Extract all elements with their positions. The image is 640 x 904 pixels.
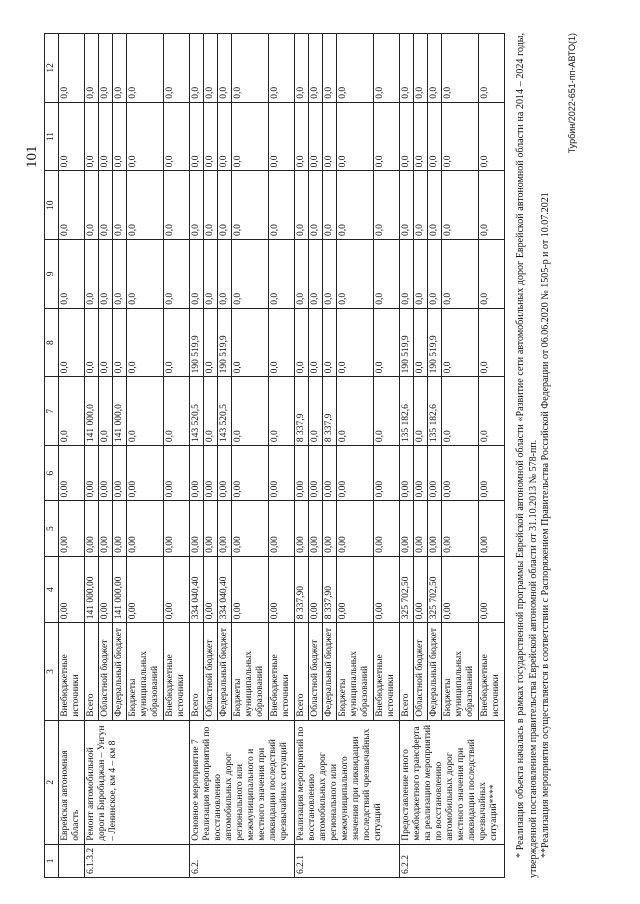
amount-value: 0,0 bbox=[295, 240, 309, 308]
amount-cell bbox=[295, 446, 400, 501]
amount-value: 8 337,9 bbox=[295, 377, 309, 445]
amount-value: 0,0 bbox=[204, 309, 218, 377]
amount-value: 0,0 bbox=[323, 103, 337, 171]
amount-value: 0,00 bbox=[414, 557, 428, 622]
amount-cell bbox=[400, 556, 505, 622]
amount-value: 0,0 bbox=[127, 103, 164, 171]
amount-value: 0,00 bbox=[375, 536, 385, 553]
amount-value: 8 337,90 bbox=[323, 557, 337, 622]
amount-value: 0,0 bbox=[113, 103, 127, 171]
amount-value: 0,00 bbox=[127, 446, 164, 500]
amount-value: 0,0 bbox=[337, 171, 374, 239]
amount-value: 0,0 bbox=[375, 292, 385, 305]
amount-value: 0,0 bbox=[218, 34, 232, 102]
funding-source-label: Федеральный бюджет bbox=[218, 623, 232, 719]
amount-value: 0,0 bbox=[232, 34, 269, 102]
amount-value: 0,0 bbox=[270, 224, 280, 237]
column-header: 12 bbox=[45, 34, 59, 103]
amount-value: 0,00 bbox=[337, 446, 374, 500]
column-header: 7 bbox=[45, 377, 59, 446]
amount-value: 0,00 bbox=[337, 557, 374, 622]
amount-value: 0,00 bbox=[127, 557, 164, 622]
amount-value: 0,0 bbox=[165, 292, 175, 305]
amount-value: 0,0 bbox=[375, 224, 385, 237]
column-header: 3 bbox=[45, 623, 59, 720]
amount-value: 0,00 bbox=[232, 501, 269, 555]
amount-value: 0,00 bbox=[375, 480, 385, 498]
amount-value: 0,0 bbox=[113, 34, 127, 102]
amount-value: 0,00 bbox=[60, 536, 70, 553]
amount-value: 0,0 bbox=[85, 103, 99, 171]
amount-cell bbox=[400, 171, 505, 240]
funding-source-label: Внебюджетные источники bbox=[165, 654, 186, 717]
amount-value: 0,00 bbox=[400, 446, 414, 500]
amount-value: 0,0 bbox=[428, 171, 442, 239]
amount-cell bbox=[190, 240, 295, 309]
amount-value: 0,0 bbox=[309, 309, 323, 377]
funding-source-label: Всего bbox=[190, 623, 204, 719]
amount-cell bbox=[190, 34, 295, 103]
amount-value: 0,00 bbox=[375, 602, 385, 620]
amount-cell bbox=[190, 102, 295, 171]
funding-source-label: Внебюджетные источники bbox=[60, 654, 81, 717]
amount-value: 0,0 bbox=[113, 309, 127, 377]
amount-value: 0,0 bbox=[127, 240, 164, 308]
amount-value: 0,0 bbox=[337, 34, 374, 102]
amount-value: 0,0 bbox=[232, 240, 269, 308]
amount-value: 0,00 bbox=[218, 501, 232, 555]
amount-value: 0,00 bbox=[309, 501, 323, 555]
amount-cell bbox=[59, 308, 85, 377]
amount-value: 8 337,9 bbox=[323, 377, 337, 445]
funding-sources bbox=[59, 623, 85, 720]
amount-value: 0,0 bbox=[127, 34, 164, 102]
item-number: 6.2.1 bbox=[295, 844, 400, 877]
amount-cell bbox=[59, 446, 85, 501]
column-header: 1 bbox=[45, 844, 59, 877]
amount-value: 0,0 bbox=[375, 361, 385, 374]
amount-value: 0,0 bbox=[270, 361, 280, 374]
item-name: Реализация мероприятий по восстановлению автомобильных дорог регионального или межмуниципального значения при ликвидации последствий чрезвычайных ситуаций bbox=[295, 720, 400, 844]
amount-cell bbox=[400, 240, 505, 309]
amount-cell bbox=[85, 171, 190, 240]
amount-value: 0,0 bbox=[270, 155, 280, 168]
amount-value: 143 520,5 bbox=[190, 377, 204, 445]
amount-value: 0,0 bbox=[85, 309, 99, 377]
amount-value: 0,0 bbox=[232, 171, 269, 239]
amount-value: 0,00 bbox=[323, 501, 337, 555]
amount-value: 0,00 bbox=[165, 536, 175, 553]
amount-value: 0,00 bbox=[85, 501, 99, 555]
amount-value: 0,0 bbox=[218, 240, 232, 308]
amount-cell bbox=[190, 377, 295, 446]
amount-value: 325 702,50 bbox=[400, 557, 414, 622]
amount-value: 0,0 bbox=[480, 224, 490, 237]
amount-value: 0,0 bbox=[414, 103, 428, 171]
funding-source-label: Всего bbox=[85, 623, 99, 719]
amount-value: 0,00 bbox=[309, 557, 323, 622]
amount-value: 0,0 bbox=[165, 86, 175, 99]
footnote-2: **Реализация мероприятия осуществляется в соответствии с Распоряжением Правительства Российской Федерации от 06.06.2020 № 1505-р и от 10.07.2021 bbox=[540, 192, 551, 858]
amount-value: 0,0 bbox=[218, 171, 232, 239]
amount-value: 0,0 bbox=[428, 34, 442, 102]
amount-value: 0,0 bbox=[400, 171, 414, 239]
amount-value: 0,0 bbox=[337, 309, 374, 377]
amount-value: 0,0 bbox=[414, 377, 428, 445]
footnotes bbox=[515, 33, 553, 878]
column-header: 9 bbox=[45, 240, 59, 309]
column-header: 6 bbox=[45, 446, 59, 501]
amount-value: 0,00 bbox=[204, 557, 218, 622]
column-header: 8 bbox=[45, 308, 59, 377]
funding-source-label: Областной бюджет bbox=[204, 623, 218, 719]
amount-value: 0,0 bbox=[85, 171, 99, 239]
amount-value: 135 182,6 bbox=[428, 377, 442, 445]
amount-value: 0,00 bbox=[442, 501, 479, 555]
amount-value: 0,00 bbox=[232, 557, 269, 622]
amount-value: 0,0 bbox=[480, 361, 490, 374]
funding-source-label: Внебюджетные источники bbox=[375, 654, 396, 717]
amount-value: 0,0 bbox=[127, 377, 164, 445]
funding-source-label: Всего bbox=[400, 623, 414, 719]
amount-cell bbox=[190, 501, 295, 556]
item-name: Предоставление иного межбюджетного трансферта на реализацию мероприятий по восстановлению автомобильных дорог местного значения при ликвидации последствий чрезвычайных ситуаций**** bbox=[400, 720, 505, 844]
item-name: Основное мероприятие 7 Реализация мероприятий по восстановлению автомобильных дорог регионального или межмуниципального и местного значения при ликвидации последствий чрезвычайных ситуаций bbox=[190, 720, 295, 844]
amount-value: 0,0 bbox=[442, 377, 479, 445]
amount-value: 0,0 bbox=[414, 171, 428, 239]
item-name: Еврейская автономная область bbox=[59, 720, 85, 844]
amount-value: 0,0 bbox=[323, 309, 337, 377]
amount-value: 0,0 bbox=[414, 34, 428, 102]
amount-value: 8 337,90 bbox=[295, 557, 309, 622]
table-row bbox=[59, 34, 85, 878]
amount-value: 0,0 bbox=[400, 34, 414, 102]
amount-value: 0,0 bbox=[309, 103, 323, 171]
amount-value: 0,0 bbox=[190, 240, 204, 308]
column-header: 11 bbox=[45, 102, 59, 171]
amount-value: 0,0 bbox=[232, 103, 269, 171]
amount-value: 190 519,9 bbox=[428, 309, 442, 377]
amount-value: 0,0 bbox=[270, 86, 280, 99]
funding-source-label: Бюджеты муниципальных образований bbox=[337, 623, 374, 719]
amount-value: 0,0 bbox=[414, 240, 428, 308]
amount-value: 334 040,40 bbox=[218, 557, 232, 622]
amount-value: 0,0 bbox=[85, 240, 99, 308]
amount-value: 0,0 bbox=[204, 377, 218, 445]
amount-cell bbox=[190, 556, 295, 622]
funding-source-label: Всего bbox=[295, 623, 309, 719]
amount-value: 135 182,6 bbox=[400, 377, 414, 445]
amount-cell bbox=[85, 556, 190, 622]
amount-value: 0,0 bbox=[375, 430, 385, 443]
amount-value: 0,0 bbox=[127, 309, 164, 377]
header-row bbox=[45, 34, 59, 878]
amount-value: 0,00 bbox=[270, 536, 280, 553]
amount-value: 0,0 bbox=[428, 240, 442, 308]
amount-value: 0,0 bbox=[414, 309, 428, 377]
amount-value: 0,00 bbox=[60, 602, 70, 620]
amount-value: 0,0 bbox=[60, 292, 70, 305]
amount-cell bbox=[85, 377, 190, 446]
column-header: 4 bbox=[45, 556, 59, 622]
amount-value: 0,00 bbox=[99, 446, 113, 500]
amount-value: 0,0 bbox=[375, 155, 385, 168]
amount-value: 0,0 bbox=[232, 309, 269, 377]
amount-value: 141 000,0 bbox=[113, 377, 127, 445]
amount-value: 0,00 bbox=[204, 446, 218, 500]
amount-value: 0,00 bbox=[295, 446, 309, 500]
amount-cell bbox=[295, 308, 400, 377]
amount-value: 0,0 bbox=[218, 103, 232, 171]
amount-value: 0,00 bbox=[414, 501, 428, 555]
amount-cell bbox=[295, 377, 400, 446]
amount-value: 0,0 bbox=[165, 361, 175, 374]
amount-value: 0,0 bbox=[428, 103, 442, 171]
amount-value: 0,00 bbox=[165, 480, 175, 498]
amount-cell bbox=[59, 240, 85, 309]
amount-value: 0,0 bbox=[113, 171, 127, 239]
amount-cell bbox=[59, 501, 85, 556]
amount-cell bbox=[59, 34, 85, 103]
amount-cell bbox=[295, 240, 400, 309]
amount-value: 0,00 bbox=[480, 536, 490, 553]
amount-value: 141 000,00 bbox=[113, 557, 127, 622]
item-number: 6.1.3.2 bbox=[85, 844, 190, 877]
amount-value: 0,00 bbox=[442, 446, 479, 500]
amount-value: 0,00 bbox=[428, 446, 442, 500]
funding-source-label: Внебюджетные источники bbox=[270, 654, 291, 717]
amount-value: 0,0 bbox=[232, 377, 269, 445]
amount-value: 0,0 bbox=[190, 34, 204, 102]
amount-cell bbox=[59, 556, 85, 622]
amount-value: 0,0 bbox=[204, 240, 218, 308]
amount-value: 325 702,50 bbox=[428, 557, 442, 622]
amount-value: 0,0 bbox=[295, 103, 309, 171]
amount-value: 0,0 bbox=[60, 361, 70, 374]
amount-value: 0,0 bbox=[480, 86, 490, 99]
amount-value: 0,0 bbox=[270, 292, 280, 305]
amount-cell bbox=[85, 308, 190, 377]
funding-source-label: Областной бюджет bbox=[99, 623, 113, 719]
amount-value: 0,0 bbox=[60, 86, 70, 99]
amount-value: 0,00 bbox=[113, 446, 127, 500]
amount-cell bbox=[59, 171, 85, 240]
amount-cell bbox=[85, 446, 190, 501]
amount-value: 0,0 bbox=[309, 240, 323, 308]
amount-value: 0,0 bbox=[85, 34, 99, 102]
amount-value: 0,0 bbox=[99, 103, 113, 171]
amount-value: 0,00 bbox=[309, 446, 323, 500]
amount-value: 141 000,00 bbox=[85, 557, 99, 622]
amount-value: 0,0 bbox=[337, 240, 374, 308]
amount-value: 0,0 bbox=[295, 171, 309, 239]
funding-source-label: Федеральный бюджет bbox=[113, 623, 127, 719]
document-code: Турбин/2022-651-пп-АВТО(1) bbox=[566, 33, 577, 154]
table-row bbox=[85, 34, 190, 878]
amount-cell bbox=[190, 446, 295, 501]
funding-source-label: Федеральный бюджет bbox=[428, 623, 442, 719]
amount-value: 0,0 bbox=[204, 103, 218, 171]
amount-value: 0,00 bbox=[480, 602, 490, 620]
amount-cell bbox=[400, 377, 505, 446]
amount-value: 0,0 bbox=[99, 240, 113, 308]
funding-source-label: Областной бюджет bbox=[309, 623, 323, 719]
amount-value: 334 040,40 bbox=[190, 557, 204, 622]
amount-value: 0,00 bbox=[127, 501, 164, 555]
amount-value: 0,0 bbox=[309, 171, 323, 239]
amount-value: 0,0 bbox=[99, 309, 113, 377]
amount-cell bbox=[400, 34, 505, 103]
amount-value: 0,00 bbox=[99, 501, 113, 555]
column-header: 10 bbox=[45, 171, 59, 240]
item-number bbox=[59, 844, 85, 877]
funding-sources bbox=[190, 623, 295, 720]
amount-value: 190 519,9 bbox=[190, 309, 204, 377]
column-header: 5 bbox=[45, 501, 59, 556]
amount-cell bbox=[400, 102, 505, 171]
amount-value: 190 519,9 bbox=[400, 309, 414, 377]
amount-value: 0,0 bbox=[400, 240, 414, 308]
column-header: 2 bbox=[45, 720, 59, 844]
amount-cell bbox=[400, 446, 505, 501]
amount-value: 0,00 bbox=[337, 501, 374, 555]
amount-value: 0,00 bbox=[60, 480, 70, 498]
amount-value: 0,0 bbox=[60, 224, 70, 237]
amount-cell bbox=[59, 377, 85, 446]
amount-value: 0,0 bbox=[190, 171, 204, 239]
amount-cell bbox=[85, 102, 190, 171]
amount-value: 0,0 bbox=[480, 292, 490, 305]
item-number: 6.2. bbox=[190, 844, 295, 877]
amount-value: 0,00 bbox=[165, 602, 175, 620]
amount-value: 0,0 bbox=[442, 240, 479, 308]
amount-value: 0,00 bbox=[400, 501, 414, 555]
amount-value: 0,0 bbox=[480, 430, 490, 443]
amount-cell bbox=[295, 34, 400, 103]
amount-value: 0,00 bbox=[428, 501, 442, 555]
amount-value: 0,0 bbox=[442, 171, 479, 239]
item-number: 6.2.2 bbox=[400, 844, 505, 877]
amount-value: 0,0 bbox=[337, 377, 374, 445]
amount-value: 0,0 bbox=[60, 155, 70, 168]
amount-cell bbox=[295, 102, 400, 171]
funding-source-label: Федеральный бюджет bbox=[323, 623, 337, 719]
amount-cell bbox=[295, 501, 400, 556]
funding-sources bbox=[400, 623, 505, 720]
amount-cell bbox=[400, 308, 505, 377]
item-name: Ремонт автомобильной дороги Биробиджан – Унгун – Ленинское, км 4 – км 8 bbox=[85, 720, 190, 844]
table-row bbox=[400, 34, 505, 878]
amount-cell bbox=[85, 501, 190, 556]
amount-value: 0,00 bbox=[218, 446, 232, 500]
funding-source-label: Областной бюджет bbox=[414, 623, 428, 719]
amount-value: 0,00 bbox=[113, 501, 127, 555]
amount-value: 0,00 bbox=[270, 480, 280, 498]
amount-cell bbox=[85, 240, 190, 309]
funding-sources bbox=[295, 623, 400, 720]
amount-value: 0,0 bbox=[309, 34, 323, 102]
amount-cell bbox=[85, 34, 190, 103]
amount-cell bbox=[400, 501, 505, 556]
amount-value: 0,00 bbox=[190, 446, 204, 500]
amount-value: 0,00 bbox=[204, 501, 218, 555]
financing-table bbox=[44, 33, 505, 878]
amount-value: 0,0 bbox=[480, 155, 490, 168]
amount-value: 0,0 bbox=[60, 430, 70, 443]
amount-value: 0,0 bbox=[190, 103, 204, 171]
amount-value: 0,0 bbox=[323, 240, 337, 308]
amount-value: 0,0 bbox=[309, 377, 323, 445]
amount-value: 0,0 bbox=[442, 103, 479, 171]
amount-value: 0,00 bbox=[190, 501, 204, 555]
amount-value: 0,0 bbox=[165, 155, 175, 168]
amount-value: 0,0 bbox=[99, 34, 113, 102]
amount-value: 141 000,0 bbox=[85, 377, 99, 445]
amount-cell bbox=[59, 102, 85, 171]
amount-value: 0,00 bbox=[232, 446, 269, 500]
funding-source-label: Бюджеты муниципальных образований bbox=[127, 623, 164, 719]
amount-value: 0,0 bbox=[270, 430, 280, 443]
amount-cell bbox=[295, 171, 400, 240]
amount-cell bbox=[295, 556, 400, 622]
page-number: 101 bbox=[24, 145, 40, 168]
amount-value: 0,0 bbox=[323, 171, 337, 239]
amount-value: 0,0 bbox=[113, 240, 127, 308]
footnote-1: * Реализация объекта началась в рамках государственной программы Еврейской автономной области «Развитие сети автомобильных дорог Еврейской автономной области на 2014 – 2024 годы, утвержденной постановлением правительства Еврейской автономной области от 31.10.2013 № 578-пп. bbox=[515, 33, 539, 878]
amount-value: 0,0 bbox=[375, 86, 385, 99]
amount-value: 0,00 bbox=[270, 602, 280, 620]
amount-value: 0,0 bbox=[204, 34, 218, 102]
funding-source-label: Бюджеты муниципальных образований bbox=[442, 623, 479, 719]
amount-value: 0,00 bbox=[99, 557, 113, 622]
amount-value: 0,00 bbox=[414, 446, 428, 500]
amount-value: 143 520,5 bbox=[218, 377, 232, 445]
amount-value: 0,0 bbox=[165, 430, 175, 443]
amount-value: 0,00 bbox=[295, 501, 309, 555]
amount-value: 0,0 bbox=[442, 34, 479, 102]
amount-value: 0,0 bbox=[400, 103, 414, 171]
amount-value: 0,0 bbox=[204, 171, 218, 239]
amount-value: 0,0 bbox=[127, 171, 164, 239]
amount-value: 0,0 bbox=[99, 171, 113, 239]
amount-cell bbox=[190, 308, 295, 377]
amount-value: 0,00 bbox=[323, 446, 337, 500]
amount-value: 0,0 bbox=[295, 34, 309, 102]
amount-value: 190 519,9 bbox=[218, 309, 232, 377]
funding-source-label: Бюджеты муниципальных образований bbox=[232, 623, 269, 719]
amount-value: 0,00 bbox=[85, 446, 99, 500]
amount-value: 0,0 bbox=[442, 309, 479, 377]
funding-sources bbox=[85, 623, 190, 720]
amount-value: 0,0 bbox=[165, 224, 175, 237]
table-row bbox=[295, 34, 400, 878]
amount-value: 0,00 bbox=[442, 557, 479, 622]
amount-value: 0,0 bbox=[295, 309, 309, 377]
amount-value: 0,0 bbox=[323, 34, 337, 102]
table-row bbox=[190, 34, 295, 878]
amount-value: 0,00 bbox=[480, 480, 490, 498]
funding-source-label: Внебюджетные источники bbox=[480, 654, 501, 717]
amount-value: 0,0 bbox=[99, 377, 113, 445]
rotated-page-content bbox=[44, 33, 577, 878]
amount-value: 0,0 bbox=[337, 103, 374, 171]
amount-cell bbox=[190, 171, 295, 240]
